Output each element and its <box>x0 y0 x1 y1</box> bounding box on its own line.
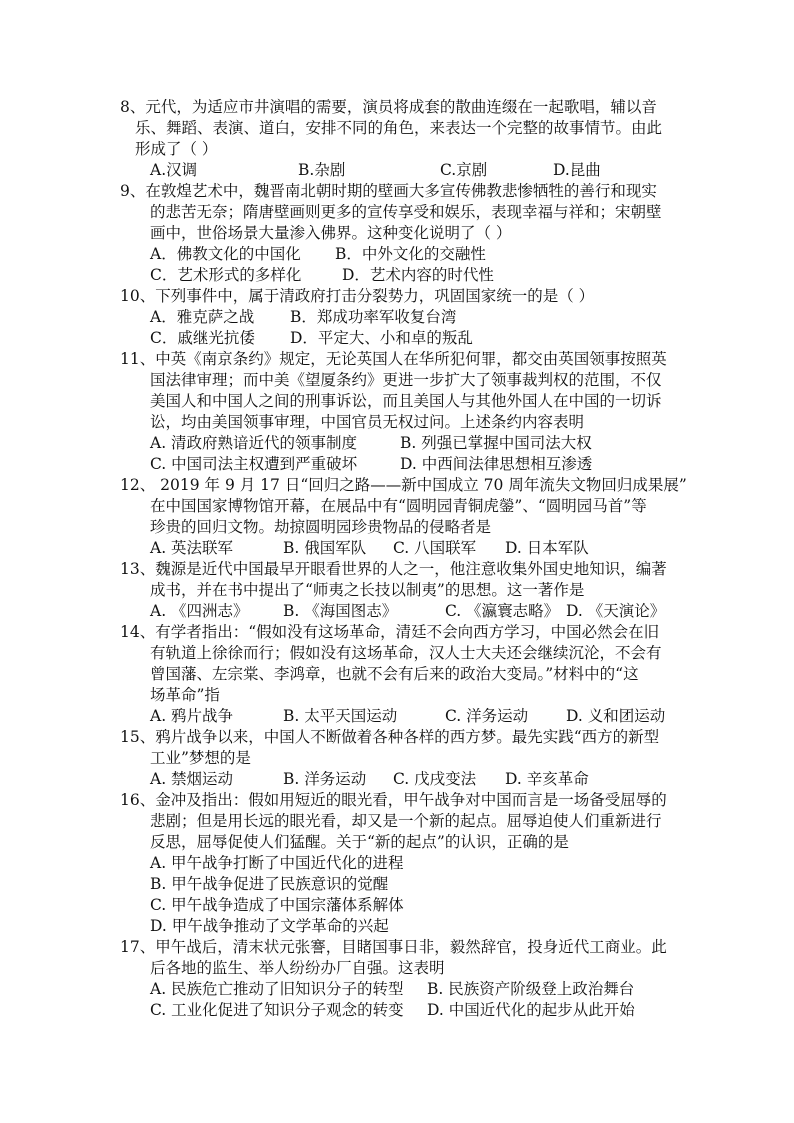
question-text-line: 工业”梦想的是 <box>150 749 251 767</box>
option-b: B. 洋务运动 <box>283 770 367 788</box>
option-c: C．戚继光抗倭 <box>150 329 255 347</box>
question-text-line: 8、元代，为适应市井演唱的需要，演员将成套的散曲连缀在一起歌唱，辅以音 <box>120 98 657 116</box>
question-text-line: 10、下列事件中，属于清政府打击分裂势力，巩固国家统一的是（ ） <box>120 287 595 305</box>
question-text-line: 场革命”指 <box>150 686 220 704</box>
option-c: C. 工业化促进了知识分子观念的转变 <box>150 1001 404 1019</box>
option-d: D．平定大、小和卓的叛乱 <box>290 329 473 347</box>
question-text-line: 讼，均由美国领事审理，中国官员无权过问。上述条约内容表明 <box>150 413 585 431</box>
option-a: A. 禁烟运动 <box>150 770 234 788</box>
option-c: C. 中国司法主权遭到严重破坏 <box>150 455 358 473</box>
option-d: D. 甲午战争推动了文学革命的兴起 <box>150 917 389 935</box>
question-text-line: 16、金冲及指出：假如用短近的眼光看，甲午战争对中国而言是一场备受屈辱的 <box>120 791 667 809</box>
option-a: A．佛教文化的中国化 <box>150 245 301 263</box>
question-text-line: 15、鸦片战争以来，中国人不断做着各种各样的西方梦。最先实践“西方的新型 <box>120 728 660 746</box>
question-text-line: 成书，并在书中提出了“师夷之长技以制夷”的思想。这一著作是 <box>150 581 585 599</box>
option-c: C.京剧 <box>440 161 488 179</box>
question-text-line: 17、甲午战后，清末状元张謇，目睹国事日非，毅然辞官，投身近代工商业。此 <box>120 938 667 956</box>
option-c: C. 洋务运动 <box>445 707 529 725</box>
question-text-line: 悲剧；但是用长远的眼光看，却又是一个新的起点。屈辱迫使人们重新进行 <box>150 812 662 830</box>
option-b: B. 《海国图志》 <box>283 602 398 620</box>
option-b: B. 列强已掌握中国司法大权 <box>400 434 592 452</box>
option-a: A. 甲午战争打断了中国近代化的进程 <box>150 854 404 872</box>
option-a: A. 鸦片战争 <box>150 707 234 725</box>
question-text-line: 珍贵的回归文物。劫掠圆明园珍贵物品的侵略者是 <box>150 518 492 536</box>
question-text-line: 曾国藩、左宗棠、李鸿章，也就不会有后来的政治大变局。”材料中的“这 <box>150 665 639 683</box>
option-b: B. 太平天国运动 <box>283 707 398 725</box>
question-text-line: 反思，屈辱促使人们猛醒。关于“新的起点”的认识，正确的是 <box>150 833 569 851</box>
option-a: A．雅克萨之战 <box>150 308 255 326</box>
option-c: C. 八国联军 <box>393 539 477 557</box>
question-text-line: 画中，世俗场景大量渗入佛界。这种变化说明了（ ） <box>150 224 512 242</box>
option-d: D. 中西间法律思想相互渗透 <box>400 455 593 473</box>
option-d: D. 义和团运动 <box>566 707 666 725</box>
option-c: C. 戊戌变法 <box>393 770 477 788</box>
question-text-line: 美国人和中国人之间的刑事诉讼，而且美国人与其他外国人在中国的一切诉 <box>150 392 662 410</box>
option-b: B. 甲午战争促进了民族意识的觉醒 <box>150 875 389 893</box>
question-text-line: 形成了（ ） <box>135 140 218 158</box>
option-a: A. 清政府熟谙近代的领事制度 <box>150 434 358 452</box>
option-c: C. 甲午战争造成了中国宗藩体系解体 <box>150 896 404 914</box>
option-b: B.杂剧 <box>298 161 346 179</box>
option-a: A. 《四洲志》 <box>150 602 249 620</box>
option-d: D. 日本军队 <box>505 539 589 557</box>
option-d: D. 《天演论》 <box>566 602 666 620</box>
option-b: B. 民族资产阶级登上政治舞台 <box>427 980 635 998</box>
option-a: A.汉调 <box>150 161 198 179</box>
question-text-line: 11、中英《南京条约》规定，无论英国人在华所犯何罪，都交由英国领事按照英 <box>120 350 667 368</box>
question-text-line: 13、魏源是近代中国最早开眼看世界的人之一，他注意收集外国史地知识，编著 <box>120 560 667 578</box>
option-d: D．艺术内容的时代性 <box>342 266 494 284</box>
option-b: B．中外文化的交融性 <box>335 245 486 263</box>
question-text-line: 在中国国家博物馆开幕，在展品中有“圆明园青铜虎鎣”、“圆明园马首”等 <box>150 497 647 515</box>
question-text-line: 国法律审理；而中美《望厦条约》更进一步扩大了领事裁判权的范围，不仅 <box>150 371 662 389</box>
option-d: D.昆曲 <box>553 161 601 179</box>
question-text-line: 的悲苦无奈；隋唐壁画则更多的宣传享受和娱乐，表现幸福与祥和；宋朝壁 <box>150 203 662 221</box>
question-text-line: 有轨道上徐徐而行；假如没有这场革命，汉人士大夫还会继续沉沦，不会有 <box>150 644 662 662</box>
question-text-line: 乐、舞蹈、表演、道白，安排不同的角色，来表达一个完整的故事情节。由此 <box>135 119 663 137</box>
question-text-line: 9、在敦煌艺术中，魏晋南北朝时期的壁画大多宣传佛教悲惨牺牲的善行和现实 <box>120 182 657 200</box>
option-d: D. 辛亥革命 <box>505 770 589 788</box>
option-b: B．郑成功率军收复台湾 <box>290 308 457 326</box>
option-d: D. 中国近代化的起步从此开始 <box>427 1001 635 1019</box>
question-text-line: 12、 2019 年 9 月 17 日“回归之路——新中国成立 70 周年流失文物回归成果展” <box>120 476 687 494</box>
option-b: B. 俄国军队 <box>283 539 367 557</box>
option-a: A. 民族危亡推动了旧知识分子的转型 <box>150 980 404 998</box>
option-c: C．艺术形式的多样化 <box>150 266 302 284</box>
question-text-line: 14、有学者指出：“假如没有这场革命，清廷不会向西方学习，中国必然会在旧 <box>120 623 660 641</box>
question-text-line: 后各地的监生、举人纷纷办厂自强。这表明 <box>150 959 445 977</box>
option-c: C. 《瀛寰志略》 <box>445 602 560 620</box>
option-a: A. 英法联军 <box>150 539 234 557</box>
